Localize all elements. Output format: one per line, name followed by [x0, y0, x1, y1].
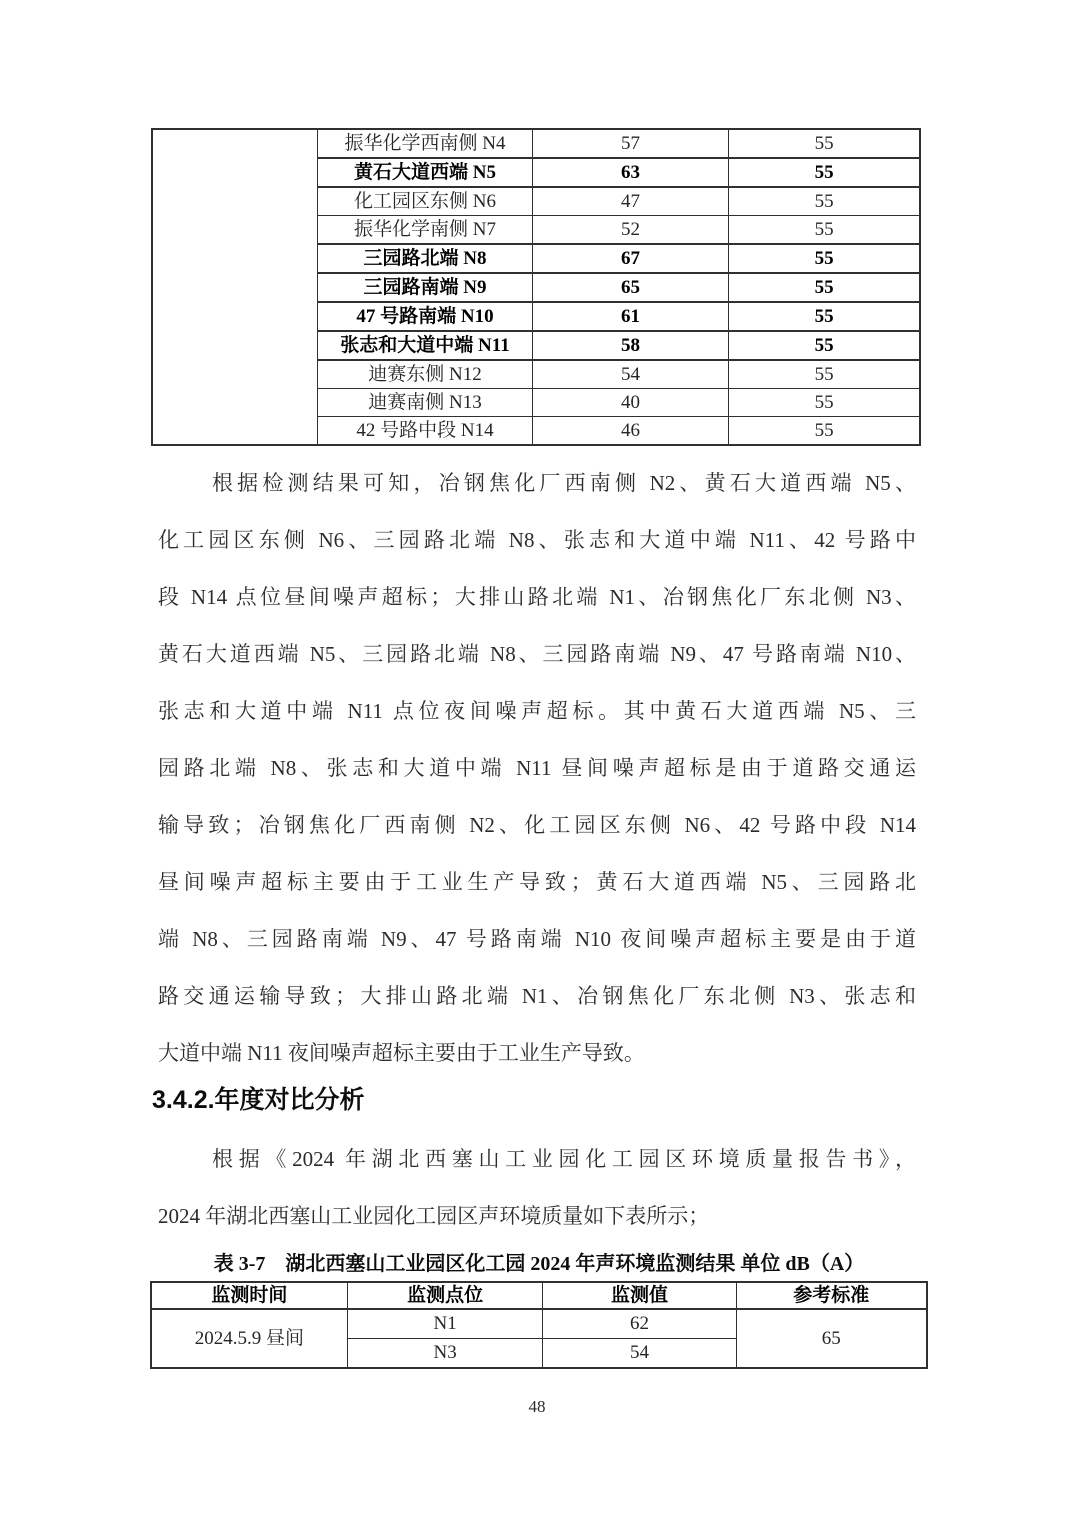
paragraph-line: 段 N14 点位昼间噪声超标；大排山路北端 N1、冶钢焦化厂东北侧 N3、 [158, 585, 916, 609]
monitor-point-cell: N1 [347, 1309, 543, 1339]
standard-cell: 55 [729, 360, 920, 389]
paragraph-line: 根据检测结果可知，冶钢焦化厂西南侧 N2、黄石大道西端 N5、 [212, 471, 916, 495]
table-3-7-caption: 表 3-7 湖北西塞山工业园区化工园 2024 年声环境监测结果 单位 dB（A） [213, 1253, 865, 1275]
noise-table-continuation [151, 128, 921, 446]
paragraph-line: 2024 年湖北西塞山工业园化工园区声环境质量如下表所示； [158, 1204, 710, 1228]
monitor-point-cell: 三园路北端 N8 [318, 244, 532, 273]
value-cell: 62 [543, 1309, 736, 1339]
monitor-point-cell: 三园路南端 N9 [318, 273, 532, 302]
header-point-cell: 监测点位 [347, 1282, 543, 1309]
intro-paragraph [158, 1131, 916, 1245]
value-cell: 57 [532, 129, 729, 158]
standard-cell: 65 [736, 1309, 927, 1368]
monitor-point-cell: 迪赛南侧 N13 [318, 389, 532, 417]
value-cell: 52 [532, 216, 729, 245]
monitor-point-cell: 振华化学西南侧 N4 [318, 129, 532, 158]
standard-cell: 55 [729, 389, 920, 417]
empty-merged-cell [152, 129, 318, 445]
header-value-cell: 监测值 [543, 1282, 736, 1309]
paragraph-line: 端 N8、三园路南端 N9、47 号路南端 N10 夜间噪声超标主要是由于道 [158, 927, 916, 951]
noise-table-3-7 [150, 1281, 928, 1369]
analysis-paragraph [158, 455, 916, 1082]
monitor-time-cell: 2024.5.9 昼间 [151, 1309, 347, 1368]
monitor-point-cell: N3 [347, 1339, 543, 1369]
monitor-point-cell: 张志和大道中端 N11 [318, 331, 532, 360]
monitor-point-cell: 化工园区东侧 N6 [318, 187, 532, 216]
value-cell: 46 [532, 417, 729, 446]
paragraph-line: 根据《2024 年湖北西塞山工业园化工园区环境质量报告书》， [212, 1147, 916, 1171]
paragraph-line: 昼间噪声超标主要由于工业生产导致；黄石大道西端 N5、三园路北 [158, 870, 916, 894]
paragraph-line: 化工园区东侧 N6、三园路北端 N8、张志和大道中端 N11、42 号路中 [158, 528, 916, 552]
paragraph-line: 园路北端 N8、张志和大道中端 N11 昼间噪声超标是由于道路交通运 [158, 756, 916, 780]
section-heading-3-4-2: 3.4.2.年度对比分析 [152, 1086, 365, 1114]
value-cell: 54 [543, 1339, 736, 1369]
standard-cell: 55 [729, 273, 920, 302]
header-standard-cell: 参考标准 [736, 1282, 927, 1309]
monitor-point-cell: 迪赛东侧 N12 [318, 360, 532, 389]
value-cell: 61 [532, 302, 729, 331]
monitor-point-cell: 42 号路中段 N14 [318, 417, 532, 446]
paragraph-line: 路交通运输导致；大排山路北端 N1、冶钢焦化厂东北侧 N3、张志和 [158, 984, 916, 1008]
value-cell: 40 [532, 389, 729, 417]
value-cell: 63 [532, 158, 729, 187]
value-cell: 47 [532, 187, 729, 216]
standard-cell: 55 [729, 129, 920, 158]
page-number: 48 [528, 1397, 546, 1416]
paragraph-line: 张志和大道中端 N11 点位夜间噪声超标。其中黄石大道西端 N5、三 [158, 699, 916, 723]
table-row [151, 1309, 927, 1339]
standard-cell: 55 [729, 331, 920, 360]
standard-cell: 55 [729, 417, 920, 446]
standard-cell: 55 [729, 244, 920, 273]
value-cell: 67 [532, 244, 729, 273]
monitor-point-cell: 振华化学南侧 N7 [318, 216, 532, 245]
paragraph-line: 大道中端 N11 夜间噪声超标主要由于工业生产导致。 [158, 1041, 645, 1065]
value-cell: 58 [532, 331, 729, 360]
value-cell: 65 [532, 273, 729, 302]
standard-cell: 55 [729, 187, 920, 216]
header-time-cell: 监测时间 [151, 1282, 347, 1309]
paragraph-line: 输导致；冶钢焦化厂西南侧 N2、化工园区东侧 N6、42 号路中段 N14 [158, 813, 916, 837]
standard-cell: 55 [729, 302, 920, 331]
monitor-point-cell: 47 号路南端 N10 [318, 302, 532, 331]
table-header-row [151, 1282, 927, 1309]
standard-cell: 55 [729, 158, 920, 187]
table-row [152, 129, 920, 158]
monitor-point-cell: 黄石大道西端 N5 [318, 158, 532, 187]
paragraph-line: 黄石大道西端 N5、三园路北端 N8、三园路南端 N9、47 号路南端 N10、 [158, 642, 916, 666]
standard-cell: 55 [729, 216, 920, 245]
value-cell: 54 [532, 360, 729, 389]
